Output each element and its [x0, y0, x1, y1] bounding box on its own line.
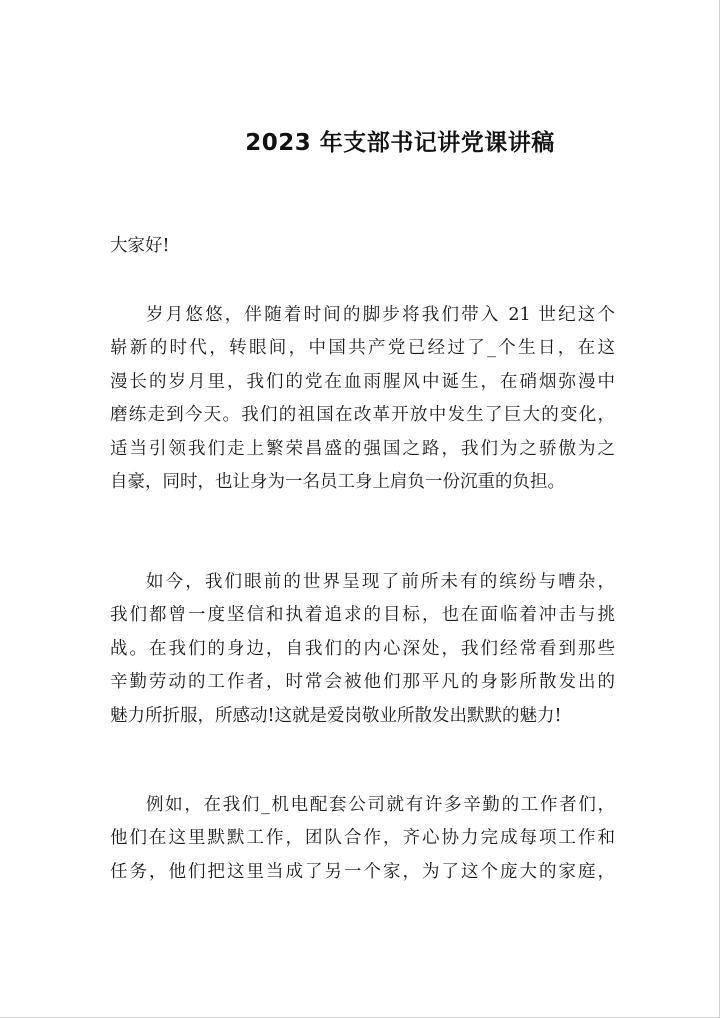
paragraph-line: 任务，他们把这里当成了另一个家，为了这个庞大的家庭，	[110, 861, 615, 882]
paragraph-line: 磨练走到今天。我们的祖国在改革开放中发生了巨大的变化，	[110, 405, 615, 426]
paragraph-line: 战。在我们的身边，自我们的内心深处，我们经常看到那些	[110, 638, 615, 659]
document-title: 2023 年支部书记讲党课讲稿	[245, 130, 555, 156]
paragraph-line: 魅力所折服，所感动!这就是爱岗敬业所散发出默默的魅力!	[110, 705, 562, 726]
paragraph-3	[110, 789, 615, 889]
paragraph-2	[110, 566, 615, 733]
paragraph-line: 适当引领我们走上繁荣昌盛的强国之路，我们为之骄傲为之	[110, 438, 615, 459]
paragraph-line: 辛勤劳动的工作者，时常会被他们那平凡的身影所散发出的	[110, 672, 615, 693]
paragraph-line: 他们在这里默默工作，团队合作，齐心协力完成每项工作和	[110, 828, 615, 849]
paragraph-line: 漫长的岁月里，我们的党在血雨腥风中诞生，在硝烟弥漫中	[110, 371, 615, 392]
paragraph-line: 我们都曾一度坚信和执着追求的目标，也在面临着冲击与挑	[110, 605, 615, 626]
paragraph-line: 自豪，同时，也让身为一名员工身上肩负一份沉重的负担。	[110, 471, 565, 492]
paragraph-line: 如今，我们眼前的世界呈现了前所未有的缤纷与嘈杂，	[146, 572, 615, 592]
paragraph-line: 岁月悠悠，伴随着时间的脚步将我们带入 21 世纪这个	[146, 305, 615, 325]
paragraph-line: 崭新的时代，转眼间，中国共产党已经过了_个生日，在这	[110, 338, 615, 359]
paragraph-line: 例如，在我们_机电配套公司就有许多辛勤的工作者们，	[146, 795, 615, 815]
greeting: 大家好!	[110, 236, 170, 256]
paragraph-1	[110, 299, 615, 499]
